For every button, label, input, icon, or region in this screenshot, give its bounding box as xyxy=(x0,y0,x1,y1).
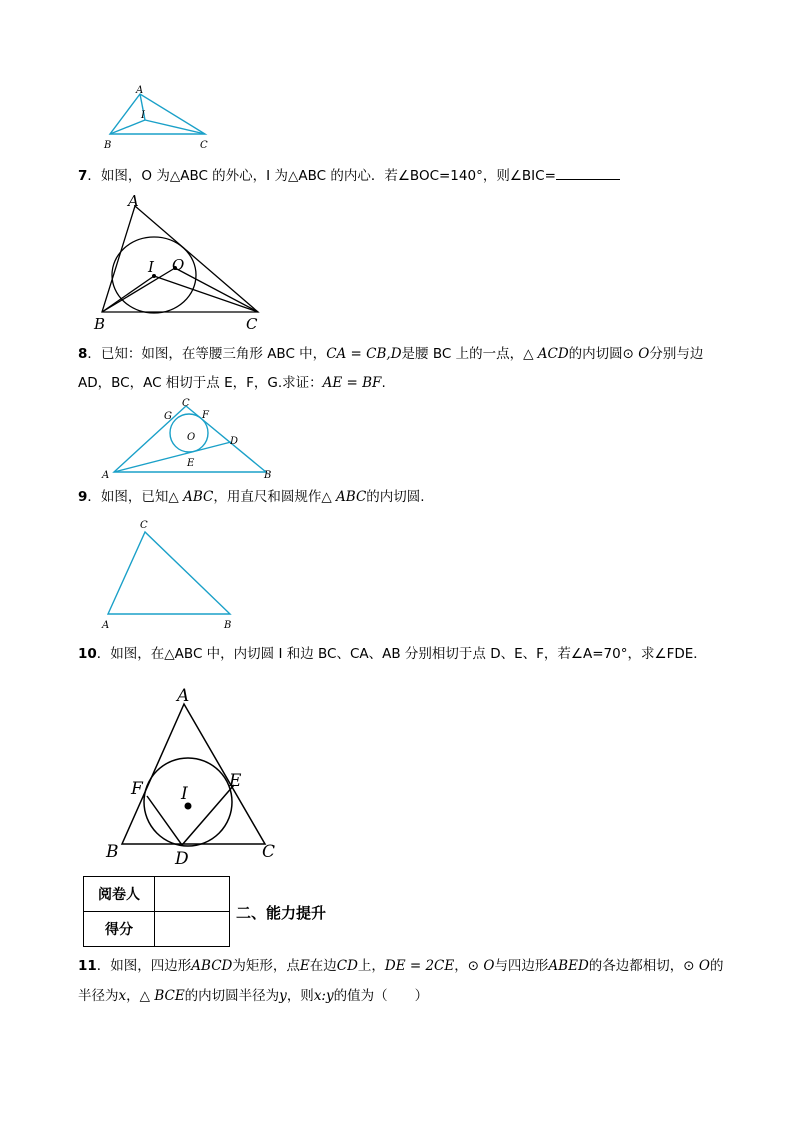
label-O: O xyxy=(187,432,196,443)
question-number: 11 xyxy=(78,958,97,974)
label-A: A xyxy=(102,620,110,631)
math-expression: O xyxy=(483,958,495,974)
math-expression: ABCD xyxy=(191,958,233,974)
question-10 xyxy=(78,641,758,667)
math-expression: O xyxy=(638,346,650,362)
label-C: C xyxy=(262,842,276,862)
question-line-1 xyxy=(78,951,758,981)
label-D: D xyxy=(230,436,239,447)
math-expression: CA = CB,D xyxy=(326,346,402,362)
label-A: A xyxy=(128,192,139,210)
figure-q9-triangle xyxy=(98,516,248,634)
label-B: B xyxy=(106,842,119,862)
question-text: . xyxy=(381,375,386,391)
question-text: ．如图，四边形 xyxy=(96,958,192,974)
label-O: O xyxy=(172,256,185,274)
question-text: ， xyxy=(126,988,140,1004)
triangle-symbol: △ xyxy=(523,346,538,362)
question-text: 的 xyxy=(709,958,724,974)
section-heading: 二、能力提升 xyxy=(236,904,327,922)
label-B: B xyxy=(104,140,112,151)
question-7 xyxy=(78,163,758,189)
question-text: AD，BC，AC 相切于点 E，F，G.求证： xyxy=(78,375,323,391)
math-expression: ABC xyxy=(336,489,367,505)
label-A: A xyxy=(102,470,110,481)
question-line-2 xyxy=(78,369,758,398)
question-text: ．如图，已知 xyxy=(87,489,169,505)
question-number: 9 xyxy=(78,489,88,505)
question-number: 10 xyxy=(78,646,97,662)
circle-symbol: ⊙ xyxy=(467,958,484,974)
math-expression: AE = BF xyxy=(322,375,382,391)
math-expression: ABED xyxy=(548,958,589,974)
label-F: F xyxy=(202,410,209,421)
question-text: ，则 xyxy=(286,988,314,1004)
figure-q10-triangle-incircle xyxy=(100,684,285,870)
question-8 xyxy=(78,340,758,398)
question-text: 为矩形，点 xyxy=(232,958,300,974)
math-expression: ACD xyxy=(537,346,569,362)
question-text: 与四边形 xyxy=(494,958,549,974)
label-B: B xyxy=(264,470,272,481)
triangle-symbol: △ xyxy=(321,489,337,505)
question-text: ．已知：如图，在等腰三角形 ABC 中， xyxy=(87,346,327,362)
score-table xyxy=(83,876,230,947)
answer-blank[interactable] xyxy=(556,165,620,180)
label-D: D xyxy=(175,849,189,869)
math-expression: O xyxy=(698,958,710,974)
question-text: 在边 xyxy=(309,958,337,974)
label-A: A xyxy=(136,85,144,96)
question-text: ．如图，O 为△ABC 的外心，I 为△ABC 的内心．若∠BOC=140°，则∠BIC= xyxy=(87,168,556,184)
label-E: E xyxy=(229,771,242,791)
label-C: C xyxy=(200,140,208,151)
label-B: B xyxy=(224,620,232,631)
question-number: 7 xyxy=(78,168,88,184)
question-text: 分别与边 xyxy=(649,346,704,362)
question-text: 的各边都相切， xyxy=(588,958,684,974)
question-number: 8 xyxy=(78,346,88,362)
circle-symbol: ⊙ xyxy=(683,958,699,974)
question-text: ， xyxy=(454,958,468,974)
question-text: 半径为 xyxy=(78,988,119,1004)
figure-q6-triangle xyxy=(100,84,220,154)
math-expression: y xyxy=(279,988,287,1004)
question-text: ，用直尺和圆规作 xyxy=(213,489,322,505)
triangle-symbol: △ xyxy=(168,489,184,505)
question-text: ．如图，在△ABC 中，内切圆 I 和边 BC、CA、AB 分别相切于点 D、E、F，若∠A=70°，求∠FDE． xyxy=(96,646,707,662)
label-A: A xyxy=(177,686,190,706)
question-text: 是腰 BC 上的一点， xyxy=(401,346,524,362)
label-E: E xyxy=(187,458,195,469)
grader-label: 阅卷人 xyxy=(84,877,155,912)
math-expression: x xyxy=(118,988,127,1004)
grader-cell[interactable] xyxy=(155,877,230,912)
score-label: 得分 xyxy=(84,912,155,947)
math-expression: BCE xyxy=(154,988,185,1004)
question-line-2 xyxy=(78,981,758,1011)
question-text: 上， xyxy=(357,958,385,974)
label-F: F xyxy=(131,779,143,799)
math-expression: x:y xyxy=(313,988,334,1004)
label-C: C xyxy=(182,398,190,409)
label-I: I xyxy=(141,110,145,121)
question-text: 的内切圆半径为 xyxy=(184,988,280,1004)
question-line-1 xyxy=(78,340,758,369)
figure-q8-isosceles-incircle xyxy=(98,396,288,482)
score-cell[interactable] xyxy=(155,912,230,947)
math-expression: DE = 2CE xyxy=(384,958,455,974)
math-expression: CD xyxy=(336,958,358,974)
label-G: G xyxy=(164,411,172,422)
question-11 xyxy=(78,951,758,1011)
math-expression: E xyxy=(299,958,310,974)
math-expression: ABC xyxy=(183,489,214,505)
question-text: 的值为（ ） xyxy=(333,988,429,1004)
figure-q7-triangle-incircle xyxy=(90,192,270,332)
label-C: C xyxy=(140,520,148,531)
label-I: I xyxy=(181,784,188,804)
question-text: 的内切圆 xyxy=(568,346,623,362)
circle-symbol: ⊙ xyxy=(622,346,639,362)
question-9 xyxy=(78,484,758,510)
label-B: B xyxy=(94,315,106,332)
label-I: I xyxy=(148,258,154,276)
triangle-symbol: △ xyxy=(139,988,155,1004)
question-text: 的内切圆. xyxy=(366,489,425,505)
label-C: C xyxy=(246,315,258,332)
